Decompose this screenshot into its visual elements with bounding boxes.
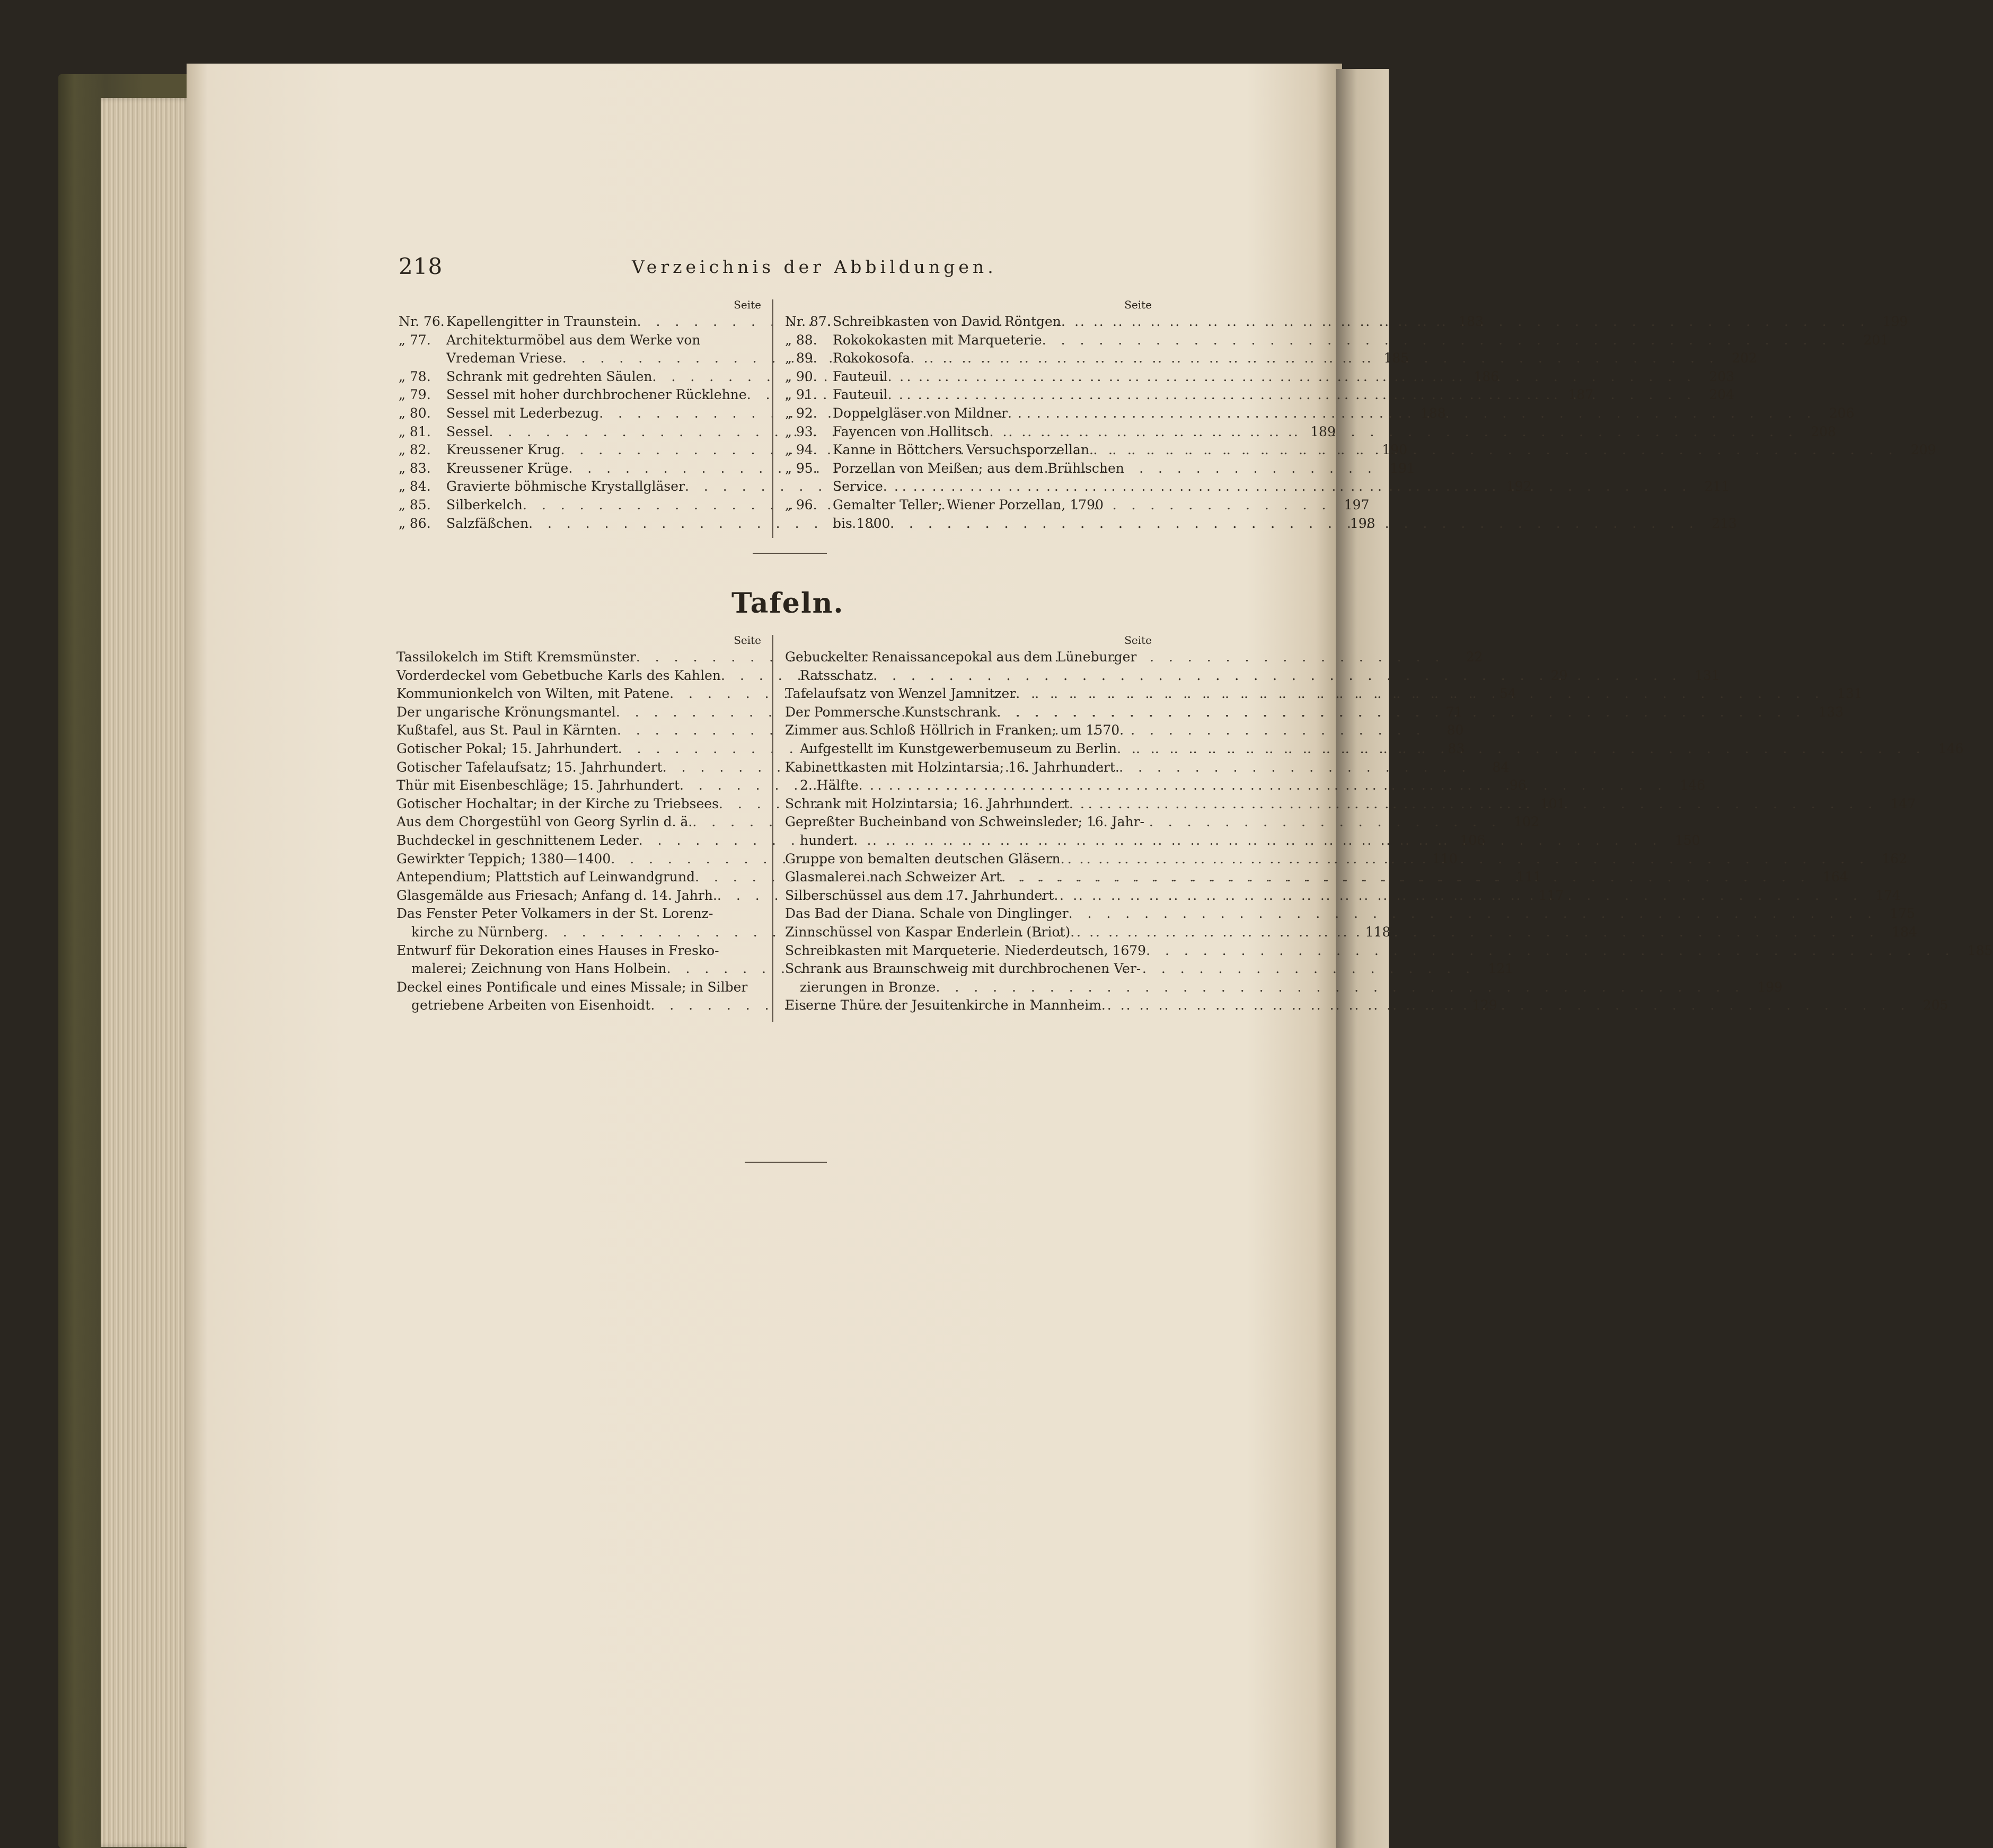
entry-title: Gruppe von bemalten deutschen Gläsern [785, 851, 1061, 866]
plate-entry [785, 905, 1916, 923]
plates-title: Tafeln. [731, 587, 844, 620]
entry-page: 80 [1447, 722, 1464, 738]
entry-title: Vorderdeckel vom Gebetbuche Karls des Kahlen [396, 667, 721, 683]
entry-title: Silberkelch [446, 497, 523, 512]
entry-page: 133 [1818, 704, 1844, 720]
seite-label: Seite [1124, 634, 1152, 647]
dot-leader [1061, 313, 1869, 331]
entry-page: 191 [1390, 460, 1415, 476]
dot-leader [888, 386, 1696, 404]
entry-number: „ 82. [399, 442, 431, 458]
entry-number: „ 85. [399, 497, 431, 512]
entry-page: 129 [1472, 997, 1497, 1013]
entry-page: 174 [1875, 887, 1901, 903]
entry-title: Service [833, 479, 883, 494]
entry-page: 188 [1421, 405, 1446, 421]
entry-title: Sessel mit hoher durchbrochener Rücklehne [446, 387, 747, 403]
entry-title: Salzfäßchen [446, 515, 529, 531]
entry-title: Gotischer Tafelaufsatz; 15. Jahrhundert [396, 759, 663, 775]
entry-page: 204 [1709, 387, 1735, 403]
plate-entry [396, 905, 761, 923]
entry-number: „ 84. [399, 479, 431, 494]
dot-leader [853, 832, 1662, 850]
entry-title: Architekturmöbel aus dem Werke von [446, 332, 701, 348]
entry-title: Fayencen von Hollitsch [833, 423, 990, 439]
entry-page: 22 [1466, 649, 1483, 665]
entry-title: Eiserne Thüre der Jesuitenkirche in Mannheim [785, 997, 1101, 1013]
entry-page: 147 [1890, 795, 1916, 811]
entry-page: 106 [1460, 832, 1486, 848]
plate-entry [785, 960, 1152, 978]
entry-page: 206 [1829, 405, 1855, 421]
entry-title: zierungen in Bronze [800, 979, 936, 995]
entry-title: Sessel [446, 423, 489, 439]
entry-title: Das Bad der Diana. Schale von Dinglinger [785, 906, 1069, 922]
entry-page: 29 [1550, 667, 1568, 683]
seite-label: Seite [734, 298, 761, 311]
entry-page: 71 [1445, 704, 1463, 720]
dot-leader [873, 667, 1681, 685]
entry-page: 189 [1310, 423, 1336, 439]
dot-leader [1069, 905, 1877, 923]
figure-entry [785, 459, 1152, 478]
dot-leader [1016, 685, 1824, 703]
dot-leader [1069, 795, 1877, 814]
entry-title: Glasgemälde aus Friesach; Anfang d. 14. Jahrh. [396, 887, 717, 903]
entry-page: 83 [1448, 740, 1465, 756]
running-title: Verzeichnis der Abbildungen. [632, 257, 997, 277]
entry-page: 203 [1709, 368, 1735, 384]
dot-leader [1089, 441, 1898, 459]
entry-title: Gotischer Hochaltar; in der Kirche zu Triebsees [396, 795, 719, 811]
entry-number: „ 92. [785, 405, 817, 421]
entry-page: 164 [1822, 869, 1848, 885]
dot-leader [936, 978, 1744, 997]
end-rule [745, 1162, 827, 1163]
dot-leader [888, 368, 1696, 386]
entry-page: 162 [1882, 851, 1908, 866]
figure-entry [785, 331, 1889, 350]
entry-title: kirche zu Nürnberg [411, 924, 544, 940]
entry-page: 198 [1350, 515, 1375, 531]
entry-title: Thür mit Eisenbeschläge; 15. Jahrhundert [396, 777, 680, 793]
entry-number: „ 89. [785, 350, 817, 366]
entry-title: Schrank aus Braunschweig mit durchbrochenen Ver- [785, 961, 1141, 977]
entry-title: Tassilokelch im Stift Kremsmünster [396, 649, 636, 665]
entry-number: „ 95. [785, 460, 817, 476]
entry-page: 118 [1365, 924, 1391, 940]
section-rule [753, 553, 827, 554]
plate-entry [396, 942, 761, 960]
entry-number: „ 81. [399, 423, 431, 439]
entry-title: Fauteuil [833, 368, 888, 384]
entry-title: Doppelgläser von Mildner [833, 405, 1008, 421]
dot-leader [883, 478, 1691, 496]
entry-number: „ 94. [785, 442, 817, 458]
page-edges [101, 98, 191, 1847]
entry-title: Vredeman Vriese [446, 350, 562, 366]
dot-leader [997, 703, 1805, 722]
entry-title: Antependium; Plattstich auf Leinwandgrund [396, 869, 695, 885]
entry-title: Kanne in Böttchers Versuchsporzellan [833, 442, 1090, 458]
dot-leader [1101, 996, 1910, 1015]
entry-page: 202 [1732, 350, 1757, 366]
entry-page: 190 [1382, 442, 1407, 458]
entry-title: Der ungarische Krönungsmantel [396, 704, 616, 720]
running-head [399, 253, 1136, 285]
seite-label: Seite [1124, 298, 1152, 311]
entry-number: „ 91. [785, 387, 817, 403]
dot-leader [989, 423, 1797, 441]
entry-page: 185 [1383, 350, 1409, 366]
entry-title: Deckel eines Pontificale und eines Missale; in Silber [396, 979, 748, 995]
dot-leader [859, 776, 1667, 795]
entry-title: Gotischer Pokal; 15. Jahrhundert [396, 740, 618, 756]
entry-title: Silberschüssel aus dem 17. Jahrhundert [785, 887, 1054, 903]
plate-entry [785, 978, 1783, 997]
entry-page: 150 [1674, 832, 1700, 848]
dot-leader [1070, 923, 1879, 942]
dot-leader [1008, 404, 1816, 423]
entry-page: 187 [1568, 387, 1594, 403]
entry-page: 84 [1492, 759, 1510, 775]
seite-label: Seite [734, 634, 761, 647]
entry-title: Porzellan von Meißen; aus dem Brühlschen [833, 460, 1124, 476]
entry-page: 201 [1863, 332, 1889, 348]
entry-title: Schrank mit gedrehten Säulen [446, 368, 652, 384]
entry-title: Gravierte böhmische Krystallgläser [446, 479, 685, 494]
entry-title: Gebuckelter Renaissancepokal aus dem Lüneburger [785, 649, 1137, 665]
entry-number: „ 93. [785, 423, 817, 439]
entry-page: 213 [1712, 515, 1737, 531]
entry-number: „ 83. [399, 460, 431, 476]
entry-page: 209 [1910, 442, 1936, 458]
entry-title: Buchdeckel in geschnittenem Leder [396, 832, 639, 848]
entry-title: Ratsschatz [800, 667, 874, 683]
column-divider [772, 299, 773, 538]
dot-leader [1117, 740, 1925, 758]
figure-entry [785, 496, 1152, 515]
page-number: 218 [399, 253, 443, 279]
entry-page: 192 [1506, 479, 1532, 494]
entry-title: malerei; Zeichnung von Hans Holbein [411, 961, 667, 977]
dot-leader [1042, 331, 1850, 350]
entry-title: hundert [800, 832, 854, 848]
entry-page: 54 [1499, 686, 1516, 702]
plate-entry [785, 942, 1993, 960]
entry-page: 186 [1474, 368, 1500, 384]
entry-title: Entwurf für Dekoration eines Hauses in Fresko- [396, 942, 719, 958]
entry-page: 211 [1704, 479, 1730, 494]
entry-number: „ 77. [399, 332, 431, 348]
entry-title: Rokokosofa [833, 350, 911, 366]
entry-page: 121 [1488, 961, 1514, 977]
entry-page: 183 [1458, 314, 1484, 329]
entry-number: „ 79. [399, 387, 431, 403]
entry-page: 117 [1538, 887, 1564, 903]
entry-number: „ 80. [399, 405, 431, 421]
entry-title: 2. Hälfte [800, 777, 859, 793]
entry-title: Tafelaufsatz von Wenzel Jamnitzer [785, 686, 1016, 702]
entry-page: 146 [1680, 777, 1706, 793]
entry-number: „ 88. [785, 332, 817, 348]
entry-title: Kußtafel, aus St. Paul in Kärnten [396, 722, 617, 738]
plate-entry [396, 978, 761, 997]
entry-title: Der Pommersche Kunstschrank [785, 704, 997, 720]
entry-title: Sessel mit Lederbezug [446, 405, 599, 421]
entry-title: Kreussener Krüge [446, 460, 569, 476]
entry-title: getriebene Arbeiten von Eisenhoidt [411, 997, 651, 1013]
entry-page: 111 [1516, 869, 1542, 885]
entry-number: „ 86. [399, 515, 431, 531]
entry-page: 184 [1892, 924, 1917, 940]
plate-entry [785, 758, 1152, 777]
entry-page: 101 [1540, 795, 1566, 811]
entry-page: 175 [1890, 906, 1916, 922]
entry-number: Nr. 87. [785, 314, 831, 329]
column-divider [772, 635, 773, 1022]
entry-title: Aufgestellt im Kunstgewerbemuseum zu Berlin [800, 740, 1117, 756]
dot-leader [1061, 850, 1869, 869]
figure-entry [399, 331, 761, 350]
entry-page: 131 [1695, 667, 1720, 683]
entry-title: Das Fenster Peter Volkamers in der St. Lorenz- [396, 906, 713, 922]
entry-title: Kommunionkelch von Wilten, mit Patene [396, 686, 670, 702]
entry-page: 110 [1432, 851, 1458, 866]
entry-title: Schrank mit Holzintarsia; 16. Jahrhundert [785, 795, 1069, 811]
entry-title: Schreibkasten von David Röntgen [833, 314, 1061, 329]
entry-title: Zinnschüssel von Kaspar Enderlein (Briot) [785, 924, 1071, 940]
entry-title: Zimmer aus Schloß Höllrich in Franken; um 1570. [785, 722, 1124, 738]
entry-title: Kreussener Krug [446, 442, 561, 458]
entry-number: „ 96. [785, 497, 817, 512]
dot-leader [890, 515, 1698, 533]
entry-page: 205 [1923, 997, 1948, 1013]
entry-title: bis 1800 [833, 515, 890, 531]
dot-leader [1146, 942, 1954, 960]
plate-entry [785, 648, 1152, 667]
entry-page: 131 [1837, 686, 1863, 702]
entry-page: 208 [1811, 423, 1836, 439]
entry-page: 185 [1967, 942, 1993, 958]
entry-page: 102 [1514, 814, 1539, 830]
entry-title: Fauteuil [833, 387, 888, 403]
entry-page: 199 [1757, 979, 1783, 995]
entry-page: 96 [1509, 777, 1527, 793]
entry-number: „ 90. [785, 368, 817, 384]
entry-title: Kapellengitter in Traunstein [446, 314, 637, 329]
entry-title: Gemalter Teller; Wiener Porzellan, 1790 [833, 497, 1104, 512]
plate-entry [785, 813, 1152, 832]
dot-leader [1054, 887, 1862, 905]
entry-number: „ 78. [399, 368, 431, 384]
entry-title: Aus dem Chorgestühl von Georg Syrlin d. ä. [396, 814, 693, 830]
entry-number: Nr. 76. [399, 314, 445, 329]
entry-page: 197 [1344, 497, 1370, 512]
entry-title: Gewirkter Teppich; 1380—1400 [396, 851, 611, 866]
entry-title: Gepreßter Bucheinband von Schweinsleder; 16. Jahr- [785, 814, 1144, 830]
entry-page: 199 [1882, 314, 1908, 329]
entry-title: Kabinettkasten mit Holzintarsia; 16. Jahrhundert. [785, 759, 1119, 775]
plate-entry [785, 721, 1152, 740]
entry-title: Schreibkasten mit Marqueterie. Niederdeutsch, 1679 [785, 942, 1147, 958]
dot-leader [1001, 868, 1810, 887]
entry-title: Rokokokasten mit Marqueterie [833, 332, 1042, 348]
entry-title: Glasmalerei nach Schweizer Art [785, 869, 1002, 885]
entry-page: 146 [1938, 740, 1964, 756]
dot-leader [910, 349, 1718, 368]
